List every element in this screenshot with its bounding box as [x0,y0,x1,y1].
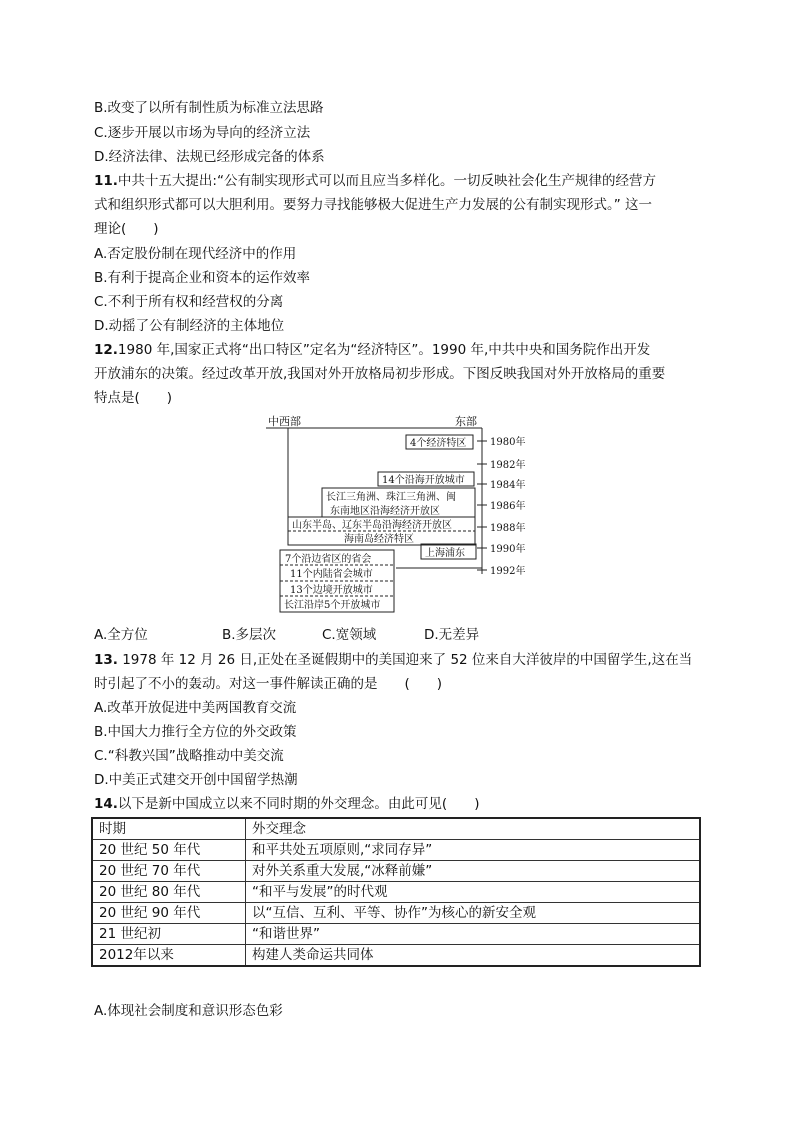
year-label: 1980年 [490,437,526,448]
table-header-period: 时期 [92,818,246,840]
prev-option-b: B.改变了以所有制性质为标准立法思路 [94,100,324,116]
box-inland-capitals-text: 11个内陆省会城市 [290,569,373,580]
q13-number: 13. [94,652,118,668]
box-border-cities-text: 13个边境开放城市 [290,585,373,596]
q12-line2: 开放浦东的决策。经过改革开放,我国对外开放格局初步形成。下图反映我国对外开放格局的重要 [94,366,666,382]
q11-line2: 式和组织形式都可以大胆利用。要努力寻找能够极大促进生产力发展的公有制实现形式。” 这一 [94,197,653,213]
table-cell-period: 21 世纪初 [92,924,246,945]
table-header-row [92,818,700,840]
header-right-label: 东部 [455,415,477,428]
table-cell-idea: 以“互信、互利、平等、协作”为核心的新安全观 [246,903,701,924]
table-cell-period: 2012年以来 [92,945,246,967]
q14-line1: 14.以下是新中国成立以来不同时期的外交理念。由此可见( ) [94,796,480,812]
q11-number: 11. [94,173,118,189]
q13-line1: 13. 1978 年 12 月 26 日,正处在圣诞假期中的美国迎来了 52 位来自大洋彼岸的中国留学生,这在当 [94,652,693,668]
q14-option-a: A.体现社会制度和意识形态色彩 [94,1003,283,1019]
table-cell-period: 20 世纪 90 年代 [92,903,246,924]
table-header-idea: 外交理念 [246,818,701,840]
q11-line1: 11.中共十五大提出:“公有制实现形式可以而且应当多样化。一切反映社会化生产规律的经营方 [94,173,656,189]
q12-option-c: C.宽领域 [322,627,377,643]
box-pudong-text: 上海浦东 [425,548,465,559]
table-row [92,924,700,945]
q12-number: 12. [94,342,118,358]
table-row [92,840,700,861]
q11-option-d: D.动摇了公有制经济的主体地位 [94,318,285,334]
table-row [92,903,700,924]
q11-option-b: B.有利于提高企业和资本的运作效率 [94,270,311,286]
q13-option-c: C.“科教兴国”战略推动中美交流 [94,748,284,764]
prev-option-d: D.经济法律、法规已经形成完备的体系 [94,149,325,165]
year-label: 1986年 [490,501,526,512]
box-sez-text: 4个经济特区 [410,438,467,449]
table-cell-period: 20 世纪 70 年代 [92,861,246,882]
q13-line2: 时引起了不小的轰动。对这一事件解读正确的是 ( ) [94,676,443,692]
table-cell-idea: “和平与发展”的时代观 [246,882,701,903]
table-cell-period: 20 世纪 80 年代 [92,882,246,903]
year-label: 1992年 [490,566,526,577]
table-cell-idea: 构建人类命运共同体 [246,945,701,967]
q12-option-d: D.无差异 [424,627,480,643]
year-label: 1982年 [490,460,526,471]
q14-number: 14. [94,796,118,812]
box-delta-text-1: 长江三角洲、珠江三角洲、闽 [326,492,456,503]
table-cell-idea: 对外关系重大发展,“冰释前嫌” [246,861,701,882]
q11-option-a: A.否定股份制在现代经济中的作用 [94,246,297,262]
year-label: 1988年 [490,523,526,534]
table-row [92,945,700,967]
table-cell-period: 20 世纪 50 年代 [92,840,246,861]
box-peninsula-text: 山东半岛、辽东半岛沿海经济开放区 [292,520,452,531]
prev-option-c: C.逐步开展以市场为导向的经济立法 [94,125,311,141]
box-coastal-cities-text: 14个沿海开放城市 [382,475,465,486]
box-border-provinces-text: 7个沿边省区的省会 [285,554,372,565]
q13-option-b: B.中国大力推行全方位的外交政策 [94,724,297,740]
q12-line1: 12.1980 年,国家正式将“出口特区”定名为“经济特区”。1990 年,中共中央和国务院作出开发 [94,342,651,358]
box-yangtze-text: 长江沿岸5个开放城市 [284,600,381,611]
q13-option-a: A.改革开放促进中美两国教育交流 [94,700,297,716]
header-left-label: 中西部 [268,415,301,428]
table-row [92,861,700,882]
diplomacy-table [91,817,701,967]
year-label: 1990年 [490,544,526,555]
table-row [92,882,700,903]
table-cell-idea: 和平共处五项原则,“求同存异” [246,840,701,861]
q13-option-d: D.中美正式建交开创中国留学热潮 [94,772,298,788]
q11-option-c: C.不利于所有权和经营权的分离 [94,294,284,310]
q11-line3: 理论( ) [94,221,159,237]
box-delta-text-2: 东南地区沿海经济开放区 [330,506,440,517]
year-label: 1984年 [490,480,526,491]
q12-option-b: B.多层次 [222,627,277,643]
q12-option-a: A.全方位 [94,627,148,643]
table-cell-idea: “和谐世界” [246,924,701,945]
box-hainan-text: 海南岛经济特区 [344,534,414,545]
q12-line3: 特点是( ) [94,390,173,406]
